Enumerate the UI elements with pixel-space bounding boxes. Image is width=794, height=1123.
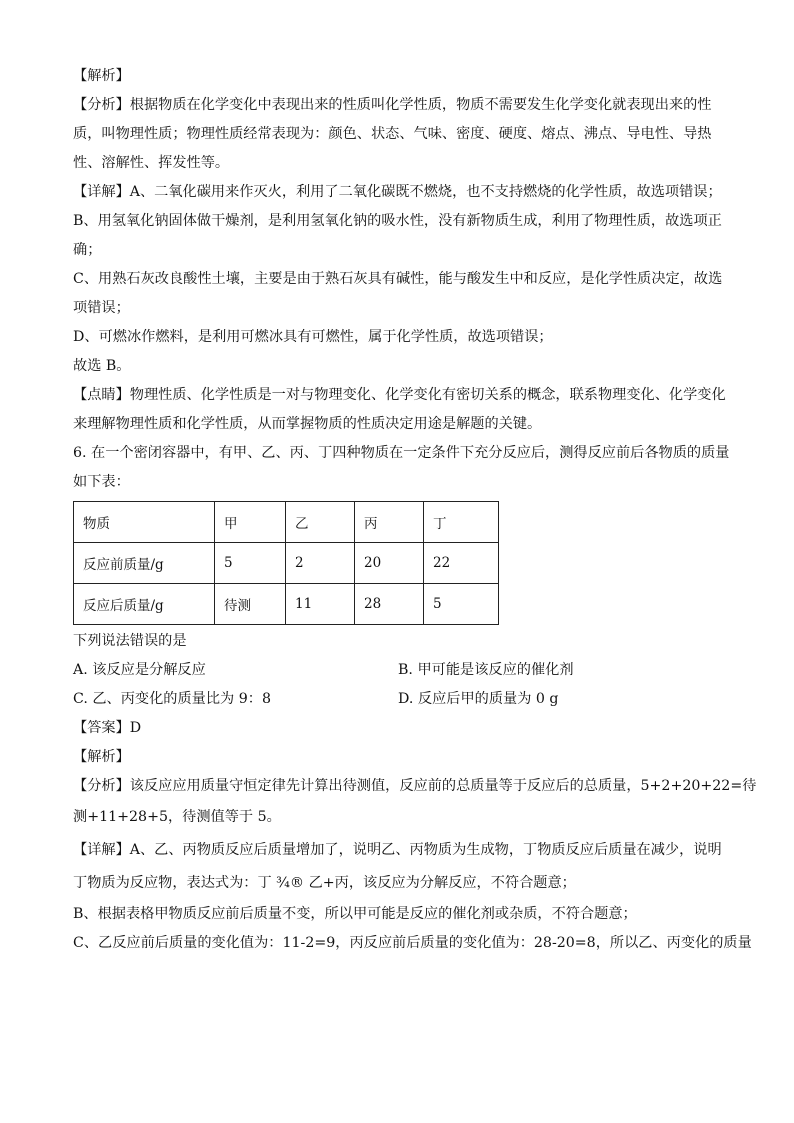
table-cell: 22	[424, 543, 499, 584]
text-line: 故选 B。	[73, 358, 131, 374]
table-header-cell: 乙	[286, 502, 355, 543]
question-stem: 6. 在一个密闭容器中，有甲、乙、丙、丁四种物质在一定条件下充分反应后，测得反应前后各物质的质量	[73, 445, 730, 461]
text-line: 【分析】该反应应用质量守恒定律先计算出待测值，反应前的总质量等于反应后的总质量，5+2+20+22=待	[73, 778, 757, 794]
text-line: B、用氢氧化钠固体做干燥剂，是利用氢氧化钠的吸水性，没有新物质生成，利用了物理性质，故选项正	[73, 213, 722, 229]
table-cell: 待测	[215, 584, 286, 625]
table-header-cell: 丙	[355, 502, 424, 543]
text-line: 【点睛】物理性质、化学性质是一对与物理变化、化学变化有密切关系的概念，联系物理变化、化学变化	[73, 387, 726, 403]
table-header-cell: 物质	[74, 502, 215, 543]
table-header-row	[74, 502, 499, 543]
table-cell: 5	[424, 584, 499, 625]
question-prompt: 下列说法错误的是	[73, 633, 187, 649]
text-line: C、乙反应前后质量的变化值为：11-2=9，丙反应前后质量的变化值为：28-20=8，所以乙、丙变化的质量	[73, 935, 752, 951]
table-cell: 20	[355, 543, 424, 584]
table-row	[74, 584, 499, 625]
document-page	[73, 62, 757, 958]
mass-table	[73, 501, 499, 625]
text-line: 项错误；	[73, 300, 130, 316]
text-line: 测+11+28+5，待测值等于 5。	[73, 809, 281, 825]
text-line: C、用熟石灰改良酸性土壤，主要是由于熟石灰具有碱性，能与酸发生中和反应，是化学性质决定，故选	[73, 271, 723, 287]
text-line: 【分析】根据物质在化学变化中表现出来的性质叫化学性质，物质不需要发生化学变化就表现出来的性	[73, 97, 712, 113]
text-line: 来理解物理性质和化学性质，从而掌握物质的性质决定用途是解题的关键。	[73, 416, 542, 432]
option-b: B. 甲可能是该反应的催化剂	[398, 662, 574, 678]
options-row	[73, 685, 723, 714]
table-cell: 11	[286, 584, 355, 625]
text-line: 【详解】A、乙、丙物质反应后质量增加了，说明乙、丙物质为生成物，丁物质反应后质量在减少，说明	[73, 842, 722, 858]
text-line: 【解析】	[73, 749, 130, 765]
question-stem: 如下表：	[73, 474, 130, 490]
table-cell: 5	[215, 543, 286, 584]
option-a: A. 该反应是分解反应	[73, 662, 206, 678]
table-row	[74, 543, 499, 584]
table-header-cell: 甲	[215, 502, 286, 543]
table-cell: 反应后质量/g	[74, 584, 215, 625]
table-header-cell: 丁	[424, 502, 499, 543]
option-c: C. 乙、丙变化的质量比为 9：8	[73, 691, 271, 707]
text-line: 质，叫物理性质；物理性质经常表现为：颜色、状态、气味、密度、硬度、熔点、沸点、导电性、导热	[73, 126, 712, 142]
options-row	[73, 656, 723, 685]
text-line: D、可燃冰作燃料，是利用可燃冰具有可燃性，属于化学性质，故选项错误；	[73, 329, 553, 345]
text-line: 确；	[73, 242, 102, 258]
text-line: 【详解】A、二氧化碳用来作灭火，利用了二氧化碳既不燃烧，也不支持燃烧的化学性质，故选项错误；	[73, 184, 722, 200]
table-cell: 28	[355, 584, 424, 625]
table-cell: 2	[286, 543, 355, 584]
answer-line: 【答案】D	[73, 720, 142, 736]
text-line: 【解析】	[73, 68, 130, 84]
option-d: D. 反应后甲的质量为 0 g	[398, 691, 559, 707]
text-line: 性、溶解性、挥发性等。	[73, 155, 230, 171]
text-line: 丁物质为反应物，表达式为：丁 ¾® 乙+丙，该反应为分解反应，不符合题意；	[73, 875, 576, 891]
text-line: B、根据表格甲物质反应前后质量不变，所以甲可能是反应的催化剂或杂质，不符合题意；	[73, 906, 637, 922]
table-cell: 反应前质量/g	[74, 543, 215, 584]
